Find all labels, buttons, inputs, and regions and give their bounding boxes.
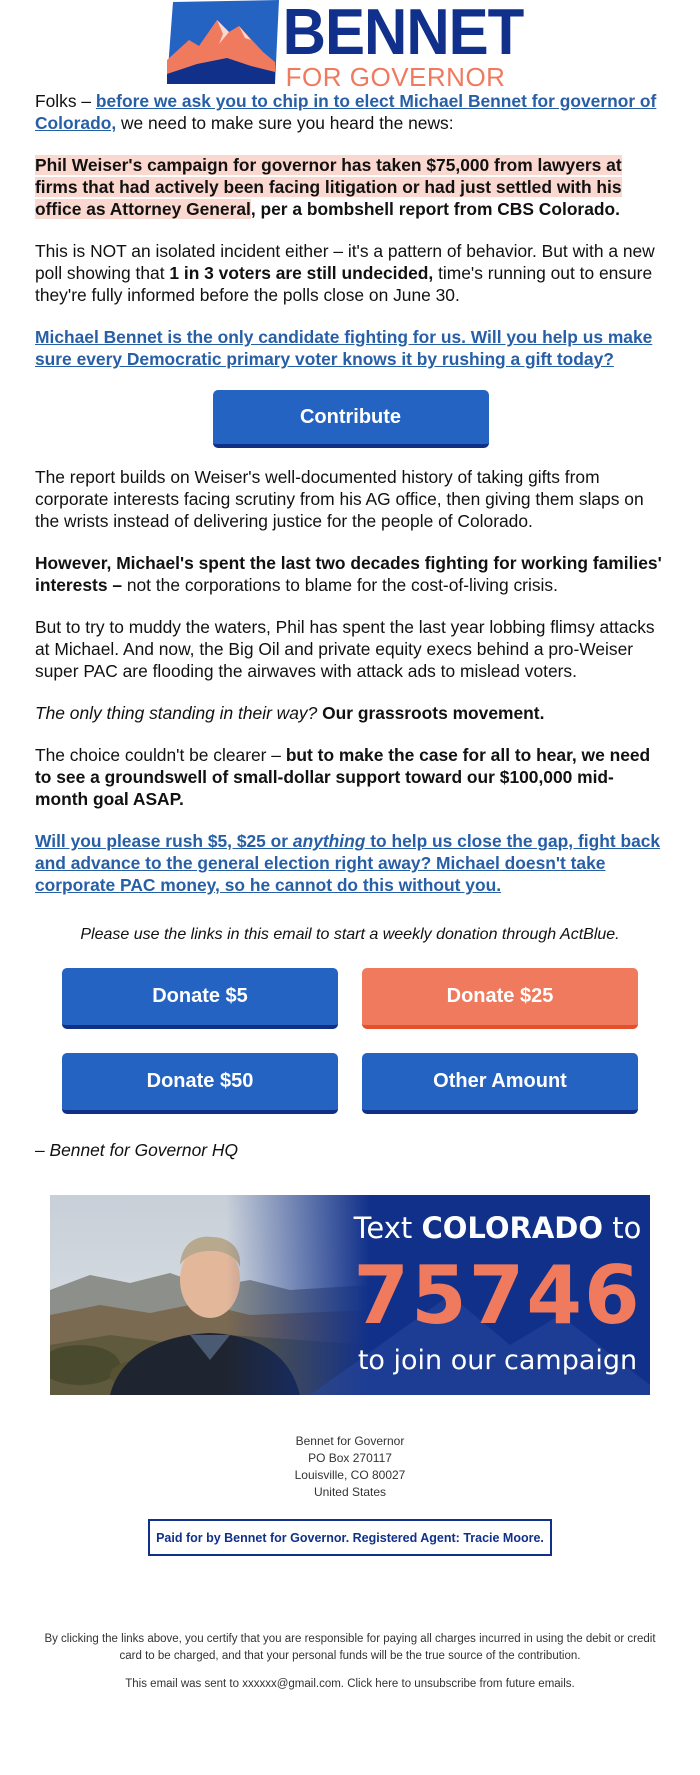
ask2-post: to help us close the gap, fight back and advance to the general election right away? Michael doesn't take corporate PAC money, so he cannot do this without you. [35, 831, 661, 895]
choice-paragraph [35, 744, 666, 810]
news-tail: , per a bombshell report from CBS Colorado. [250, 199, 620, 219]
however-paragraph [35, 552, 666, 596]
choice-lead: The choice couldn't be clearer – [35, 745, 286, 765]
donate-5-button[interactable]: Donate $5 [62, 968, 338, 1029]
news-paragraph [35, 154, 666, 220]
logo-tagline: FOR GOVERNOR [285, 62, 506, 92]
intro-link[interactable]: before we ask you to chip in to elect Michael Bennet for governor of Colorado, [35, 91, 657, 133]
contribute-button[interactable]: Contribute [213, 390, 489, 448]
weekly-donation-note: Please use the links in this email to start a weekly donation through ActBlue. [80, 926, 620, 943]
muddy-paragraph: But to try to muddy the waters, Phil has spent the last year lobbing flimsy attacks at Michael. And now, the Big Oil and private equity execs behind a pro-Weiser super PAC are flooding the airwaves with attack ads to mislead voters. [35, 617, 655, 681]
bennet-logo[interactable] [167, 0, 524, 92]
address-po: PO Box 270117 [308, 1451, 392, 1465]
donate-50-button[interactable]: Donate $50 [62, 1053, 338, 1114]
however-tail: not the corporations to blame for the cost-of-living crisis. [122, 575, 558, 595]
paid-for-box: Paid for by Bennet for Governor. Registered Agent: Tracie Moore. [148, 1519, 552, 1556]
however-bold: However, Michael's spent the last two decades fighting for working families' interests – [35, 553, 662, 595]
pattern-part2: time's running out to ensure they're fully informed before the polls close on June 30. [35, 263, 653, 305]
address-country: United States [313, 1485, 387, 1499]
address-city: Louisville, CO 80027 [294, 1468, 406, 1482]
choice-bold: but to make the case for all to hear, we need to see a groundswell of small-dollar support toward our $100,000 mid-month goal ASAP. [35, 745, 651, 809]
intro-paragraph [35, 90, 666, 134]
report-paragraph: The report builds on Weiser's well-documented history of taking gifts from corporate interests facing scrutiny from his AG office, then giving them slaps on the wrists instead of delivering justice for the people of Colorado. [35, 467, 644, 531]
mailing-address [0, 1433, 700, 1501]
unsubscribe-link[interactable]: Click here to unsubscribe [347, 1678, 477, 1690]
donate-other-button[interactable]: Other Amount [362, 1053, 638, 1114]
logo-wordmark: BENNET [282, 0, 524, 68]
signoff: – Bennet for Governor HQ [35, 1140, 238, 1160]
standing-italic: The only thing standing in their way? [35, 703, 318, 723]
pattern-part1: This is NOT an isolated incident either – it's a pattern of behavior. But with a new poll showing that [35, 241, 655, 283]
paid-for-wrap [0, 1519, 700, 1556]
contribute-row [35, 390, 666, 448]
email-body [0, 90, 700, 896]
ask1-link[interactable]: Michael Bennet is the only candidate fighting for us. Will you help us make sure every Democratic primary voter knows it by rushing a gift today? [35, 327, 653, 369]
sent-email: xxxxxx@gmail.com [242, 1678, 341, 1690]
standing-paragraph [35, 702, 666, 724]
ask2-paragraph [35, 830, 666, 896]
donate-grid [0, 968, 700, 1114]
banner-text-post: to [603, 1211, 642, 1245]
ask2-pre: Will you please rush $5, $25 or [35, 831, 293, 851]
banner-text [345, 1195, 650, 1395]
sent-pre: This email was sent to [125, 1678, 243, 1690]
news-highlight: Phil Weiser's campaign for governor has taken $75,000 from lawyers at firms that had actively been facing litigation or had just settled with his office as Attorney General [35, 155, 622, 219]
mountain-logo-icon [167, 0, 279, 84]
banner-keyword: COLORADO [421, 1211, 604, 1245]
ask2-link[interactable] [35, 831, 660, 895]
sent-to-line [0, 1676, 700, 1693]
sent-post: from future emails. [476, 1678, 575, 1690]
sent-mid: . [340, 1678, 348, 1690]
banner-text-pre: Text [353, 1211, 422, 1245]
ask1-paragraph [35, 326, 666, 370]
text-to-join-banner[interactable] [50, 1195, 650, 1395]
pattern-paragraph [35, 240, 666, 306]
donate-25-button[interactable]: Donate $25 [362, 968, 638, 1029]
intro-lead: Folks – [35, 91, 96, 111]
address-org: Bennet for Governor [295, 1434, 405, 1448]
contribution-disclaimer: By clicking the links above, you certify that you are responsible for paying all charges incurred in using the debit or credit card to be charged, and that your personal funds will be the true source of the contribution. [44, 1633, 656, 1662]
ask2-em: anything [292, 831, 366, 851]
banner-text-line [345, 1211, 650, 1245]
banner-shortcode: 75746 [353, 1249, 642, 1342]
pattern-bold: 1 in 3 voters are still undecided, [169, 263, 434, 283]
intro-tail: we need to make sure you heard the news: [116, 113, 454, 133]
banner-join-text: to join our campaign [357, 1345, 638, 1376]
standing-bold: Our grassroots movement. [317, 703, 545, 723]
header [0, 0, 700, 90]
